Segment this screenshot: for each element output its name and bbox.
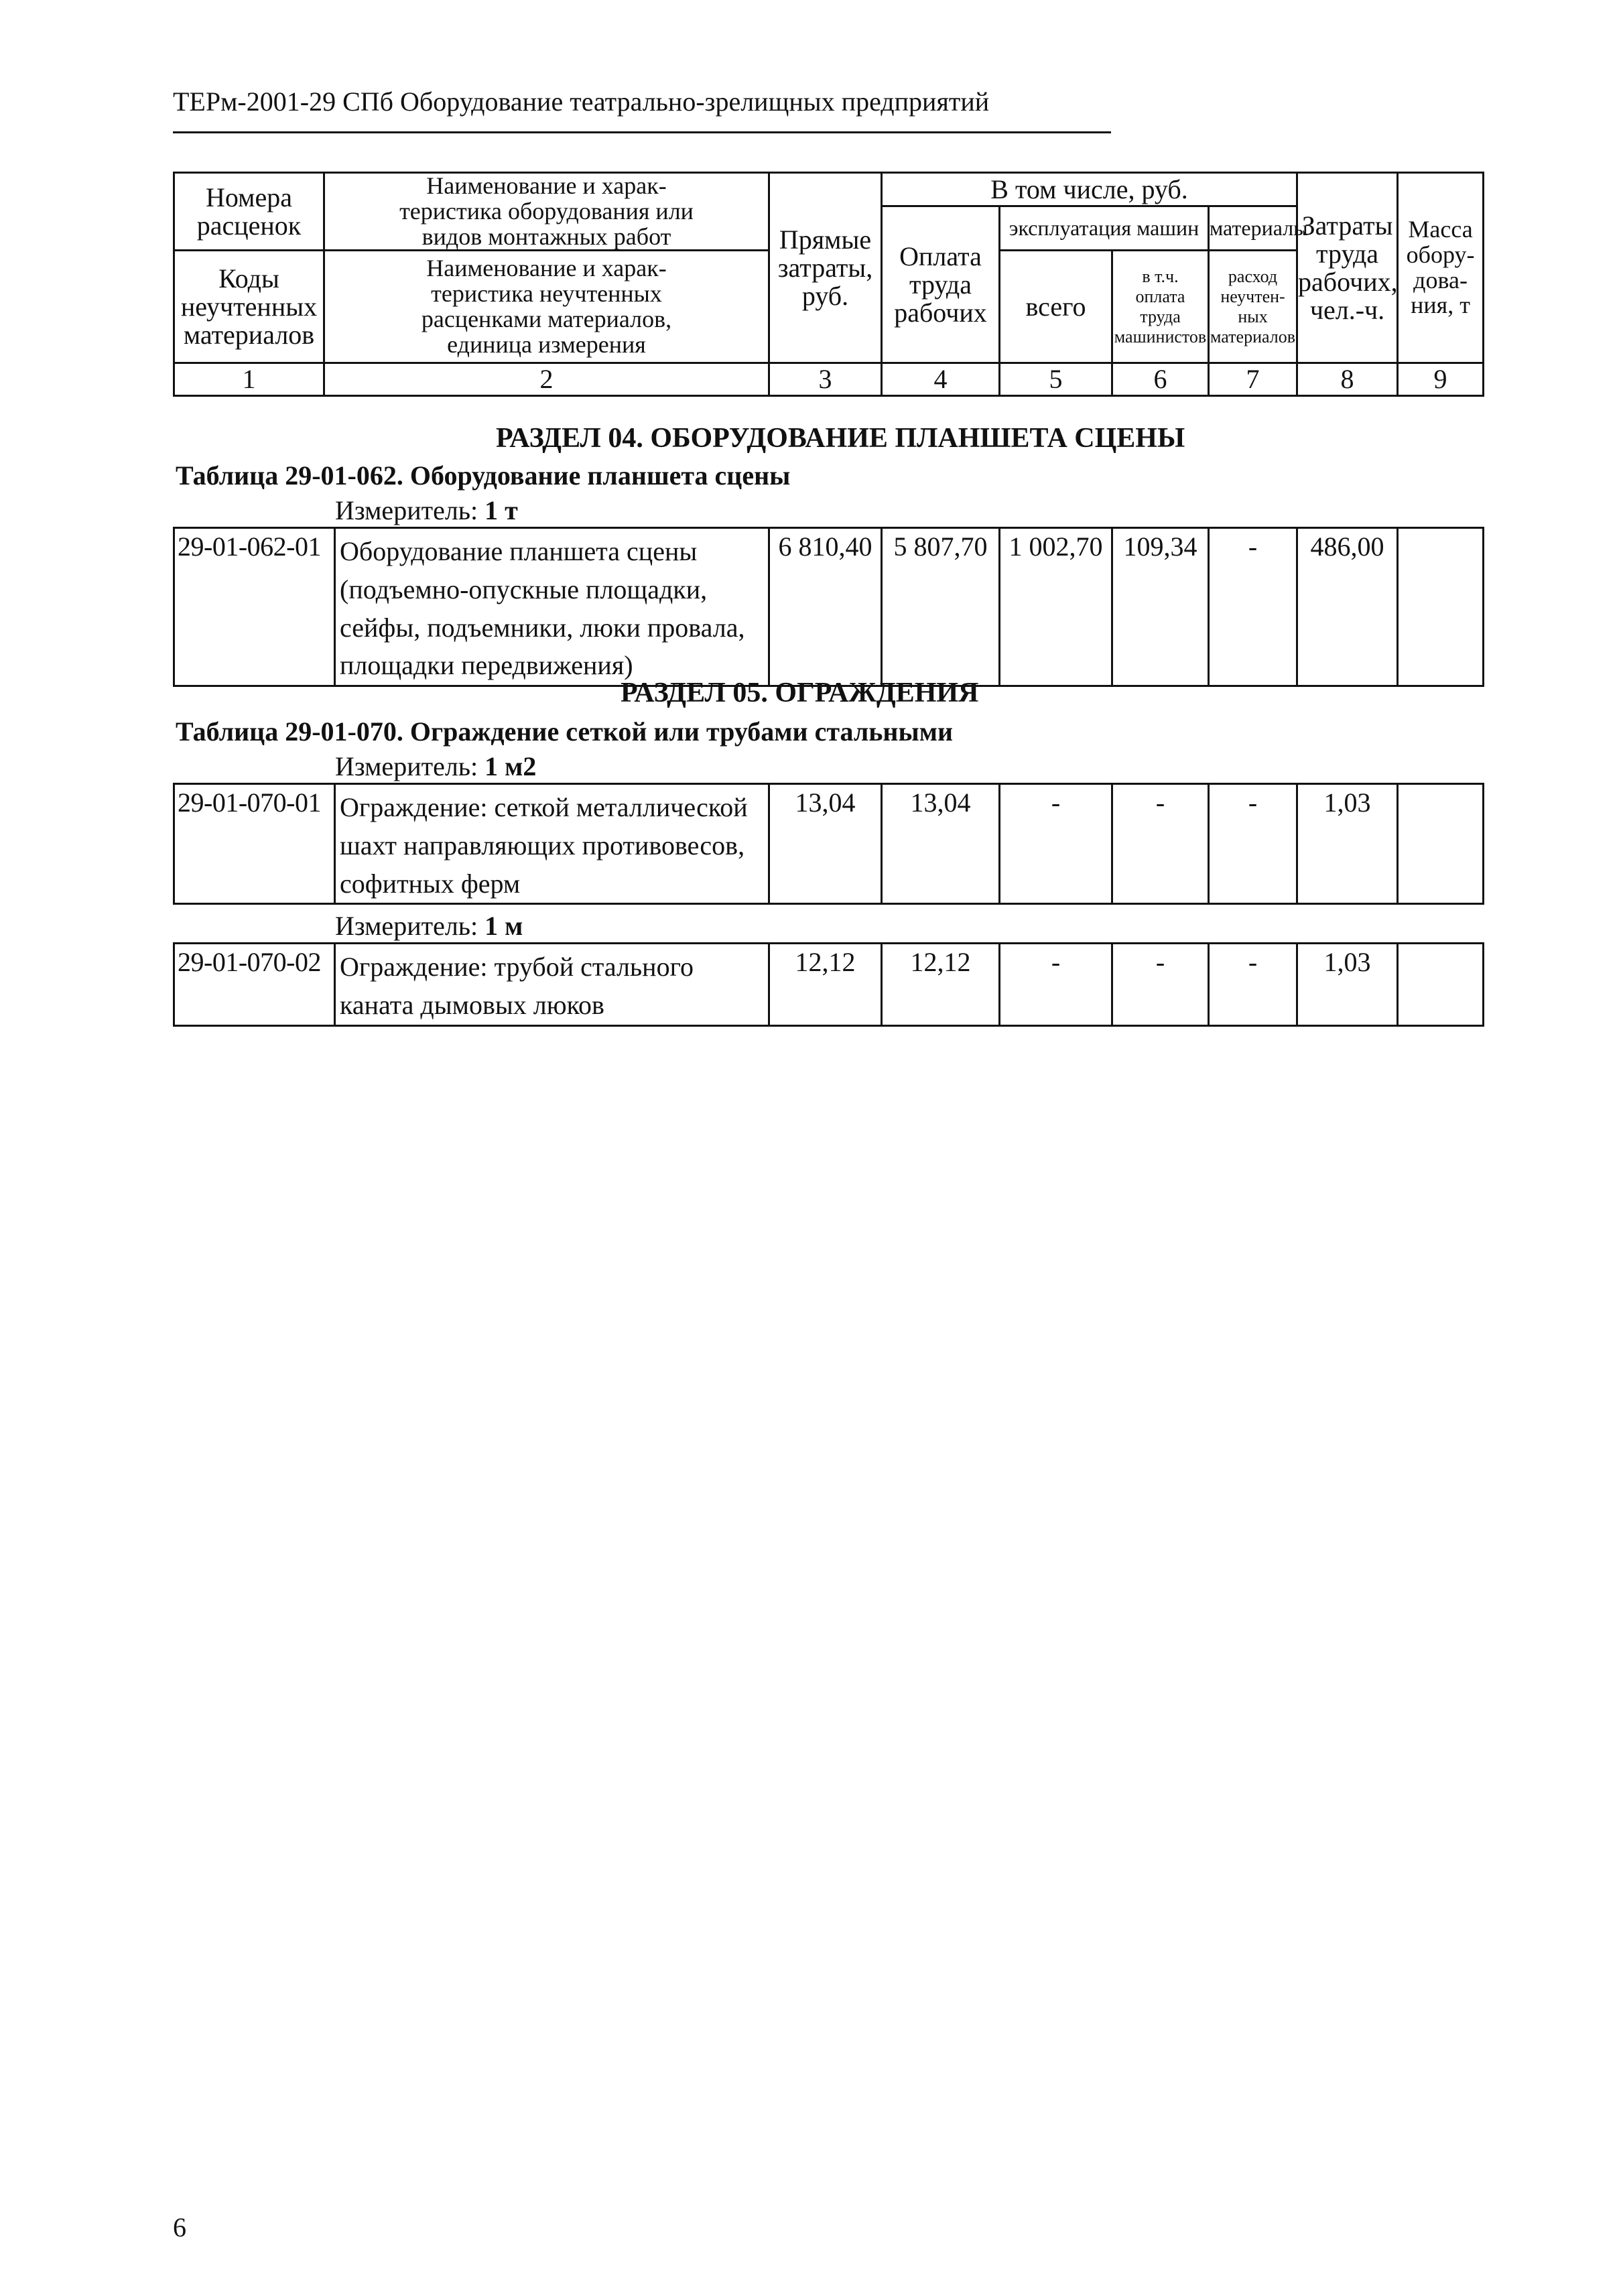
worker-pay: 13,04 (882, 784, 1000, 904)
column-number: 3 (769, 363, 882, 396)
measure-label: Измеритель: 1 м2 (335, 751, 537, 781)
page-number: 6 (173, 2212, 186, 2242)
direct-costs: 12,12 (769, 944, 882, 1026)
rate-table-062 (173, 527, 1484, 687)
col9-header: Масса обору- дова- ния, т (1398, 173, 1484, 363)
included-group-header: В том числе, руб. (882, 173, 1297, 206)
table-row (174, 528, 1484, 686)
column-number: 7 (1209, 363, 1297, 396)
col3-header: Прямые затраты, руб. (769, 173, 882, 363)
rate-code: 29-01-070-01 (174, 784, 335, 904)
work-name: Ограждение: сеткой металлической шахт направляющих противовесов, софитных ферм (335, 784, 769, 904)
labor-hours: 1,03 (1297, 784, 1398, 904)
col1-header-top: Номера расценок (174, 173, 324, 251)
materials-group-header: материалы (1209, 206, 1297, 251)
column-number: 6 (1112, 363, 1209, 396)
col2-header-bottom: Наименование и харак- теристика неучтенных расценками материалов, единица измерения (324, 251, 769, 363)
rate-table-070-m2 (173, 783, 1484, 905)
labor-hours: 486,00 (1297, 528, 1398, 686)
machines-total: 1 002,70 (1000, 528, 1112, 686)
col6-header: в т.ч. оплата труда машинистов (1112, 251, 1209, 363)
direct-costs: 13,04 (769, 784, 882, 904)
col1-header-bottom: Коды неучтенных материалов (174, 251, 324, 363)
machines-group-header: эксплуатация машин (1000, 206, 1209, 251)
rate-code: 29-01-062-01 (174, 528, 335, 686)
materials-cost: - (1209, 944, 1297, 1026)
table-row (174, 784, 1484, 904)
column-number: 8 (1297, 363, 1398, 396)
table-title-070: Таблица 29-01-070. Ограждение сеткой или трубами стальными (176, 716, 953, 747)
machines-total: - (1000, 784, 1112, 904)
worker-pay: 5 807,70 (882, 528, 1000, 686)
running-title: ТЕРм-2001-29 СПб Оборудование театрально-зрелищных предприятий (173, 86, 990, 117)
equipment-mass (1398, 784, 1484, 904)
col8-header: Затраты труда рабочих, чел.-ч. (1297, 173, 1398, 363)
measure-label: Измеритель: 1 м (335, 911, 523, 941)
col7-header: расход неучтен- ных материалов (1209, 251, 1297, 363)
work-name: Оборудование планшета сцены (подъемно-опускные площадки, сейфы, подъемники, люки провала, площадки передвижения) (335, 528, 769, 686)
column-number: 4 (882, 363, 1000, 396)
machinist-pay: 109,34 (1112, 528, 1209, 686)
machinist-pay: - (1112, 784, 1209, 904)
materials-cost: - (1209, 528, 1297, 686)
column-header-table (173, 172, 1484, 397)
col4-header: Оплата труда рабочих (882, 206, 1000, 363)
machinist-pay: - (1112, 944, 1209, 1026)
column-number: 1 (174, 363, 324, 396)
table-title-062: Таблица 29-01-062. Оборудование планшета сцены (176, 460, 791, 491)
equipment-mass (1398, 944, 1484, 1026)
column-number: 9 (1398, 363, 1484, 396)
rate-code: 29-01-070-02 (174, 944, 335, 1026)
rate-table-070-m (173, 942, 1484, 1027)
labor-hours: 1,03 (1297, 944, 1398, 1026)
section-title-04: РАЗДЕЛ 04. ОБОРУДОВАНИЕ ПЛАНШЕТА СЦЕНЫ (496, 423, 1185, 454)
equipment-mass (1398, 528, 1484, 686)
column-number: 2 (324, 363, 769, 396)
work-name: Ограждение: трубой стального каната дымовых люков (335, 944, 769, 1026)
machines-total: - (1000, 944, 1112, 1026)
column-number: 5 (1000, 363, 1112, 396)
worker-pay: 12,12 (882, 944, 1000, 1026)
header-rule (173, 131, 1111, 133)
col5-header: всего (1000, 251, 1112, 363)
table-row (174, 944, 1484, 1026)
section-title-05: РАЗДЕЛ 05. ОГРАЖДЕНИЯ (621, 678, 979, 708)
col2-header-top: Наименование и харак- теристика оборудования или видов монтажных работ (324, 173, 769, 251)
direct-costs: 6 810,40 (769, 528, 882, 686)
measure-label: Измеритель: 1 т (335, 495, 518, 525)
materials-cost: - (1209, 784, 1297, 904)
